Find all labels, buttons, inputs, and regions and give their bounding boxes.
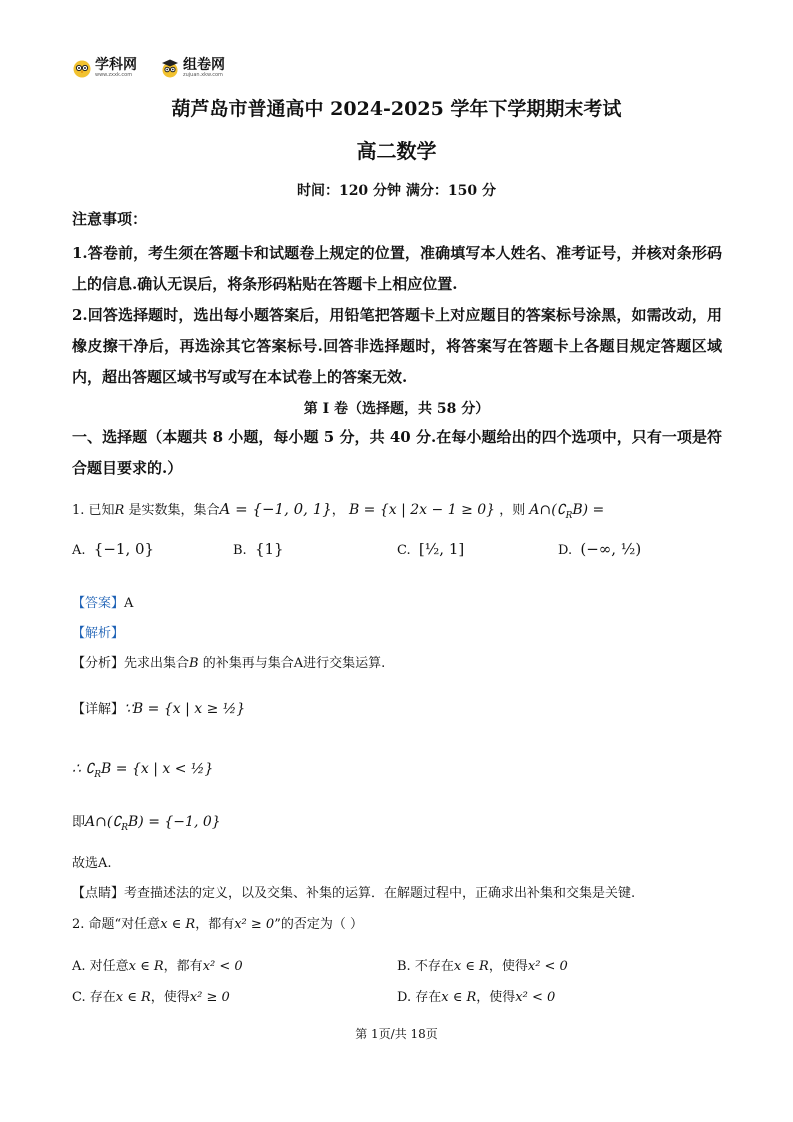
- q2-option-d: D. 存在x ∈ R，使得x² < 0: [397, 990, 556, 1005]
- logo-url: zujuan.xkw.com: [183, 72, 223, 78]
- q1-conclusion: 故选A.: [72, 856, 112, 871]
- q2-option-a: A. 对任意x ∈ R，都有x² < 0: [72, 959, 243, 974]
- subject-title: 高二数学: [356, 139, 437, 163]
- q1-sep: ，: [331, 503, 345, 518]
- q1-set-a: A = {−1, 0, 1}: [219, 500, 332, 518]
- q1-option-b: B. {1}: [233, 540, 284, 558]
- logo-zujuanwang: [160, 58, 225, 78]
- logo-url: www.zxxk.com: [95, 72, 133, 78]
- exam-title: 葫芦岛市普通高中 2024-2025 学年下学期期末考试: [171, 98, 622, 120]
- part-title: 第 I 卷（选择题，共 58 分）: [303, 401, 490, 417]
- time-score-info: 时间：120 分钟 满分：150 分: [296, 183, 497, 199]
- q1-detail-line-2: ∴ $∁_RB = \{x$ | x < ½}: [72, 761, 214, 780]
- note-item-2: 2.回答选择题时，选出每小题答案后，用铅笔把答题卡上对应题目的答案标号涂黑，如需改动，用橡皮擦干净后，再选涂其它答案标号.回答非选择题时，将答案写在答题卡上各题目规定答题区域内，超出答题区域书写或写在本试卷上的答案无效.: [72, 306, 722, 386]
- q1-detail-line-1: 【详解】∵B = {x | x ≥ ½}: [72, 701, 246, 717]
- q1-var-r: R: [114, 503, 125, 518]
- q2-option-b: B. 不存在x ∈ R，使得x² < 0: [397, 959, 568, 974]
- q1-set-b: B = {x | 2x − 1 ≥ 0}: [348, 502, 496, 518]
- q1-comment: 【点睛】考查描述法的定义，以及交集、补集的运算．在解题过程中，正确求出补集和交集是关键.: [72, 886, 636, 901]
- q1-mid: 是实数集，集合: [124, 503, 220, 518]
- owl-logo-icon: [72, 58, 92, 78]
- logo-xuekewang: [72, 58, 137, 78]
- page-number: 第 1页/共 18页: [355, 1027, 438, 1041]
- q1-option-c: C. [½, 1]: [397, 540, 465, 558]
- q1-detail-line-3: 即$A\cap(∁_RB) = \{-1$, 0}: [72, 814, 221, 833]
- question-1-stem: [72, 500, 722, 525]
- notes-heading: 注意事项：: [72, 210, 148, 228]
- answer-value: A: [124, 596, 134, 611]
- q1-stem-end: ，则: [499, 503, 526, 518]
- q1-expr: $A\cap(∁_RB)$ =: [529, 502, 605, 521]
- q1-fenxi: 【分析】先求出集合B 的补集再与集合A进行交集运算.: [72, 656, 386, 671]
- section-intro: 一、选择题（本题共 8 小题，每小题 5 分，共 40 分.在每小题给出的四个选项中，只有一项是符合题目要求的.）: [72, 428, 722, 477]
- note-item-1: 1.答卷前，考生须在答题卡和试题卷上规定的位置，准确填写本人姓名、准考证号，并核对条形码上的信息.确认无误后，将条形码粘贴在答题卡上相应位置.: [72, 244, 722, 293]
- q2-option-c: C. 存在x ∈ R，使得x² ≥ 0: [72, 990, 230, 1005]
- logo-name: 组卷网: [183, 57, 225, 73]
- question-2-stem: 2. 命题“对任意x ∈ R，都有x² ≥ 0”的否定为（ ）: [72, 917, 363, 932]
- q1-option-d: D. (−∞, ½): [558, 540, 642, 558]
- q1-option-a: A. {−1, 0}: [72, 540, 155, 558]
- answer-tag: 【答案】: [72, 596, 125, 611]
- q1-prefix: 1. 已知: [72, 503, 115, 518]
- q1-answer: [72, 595, 133, 613]
- owl-graduate-logo-icon: [160, 58, 180, 78]
- logo-name: 学科网: [95, 57, 137, 73]
- q1-analysis-tag: 【解析】: [72, 626, 125, 641]
